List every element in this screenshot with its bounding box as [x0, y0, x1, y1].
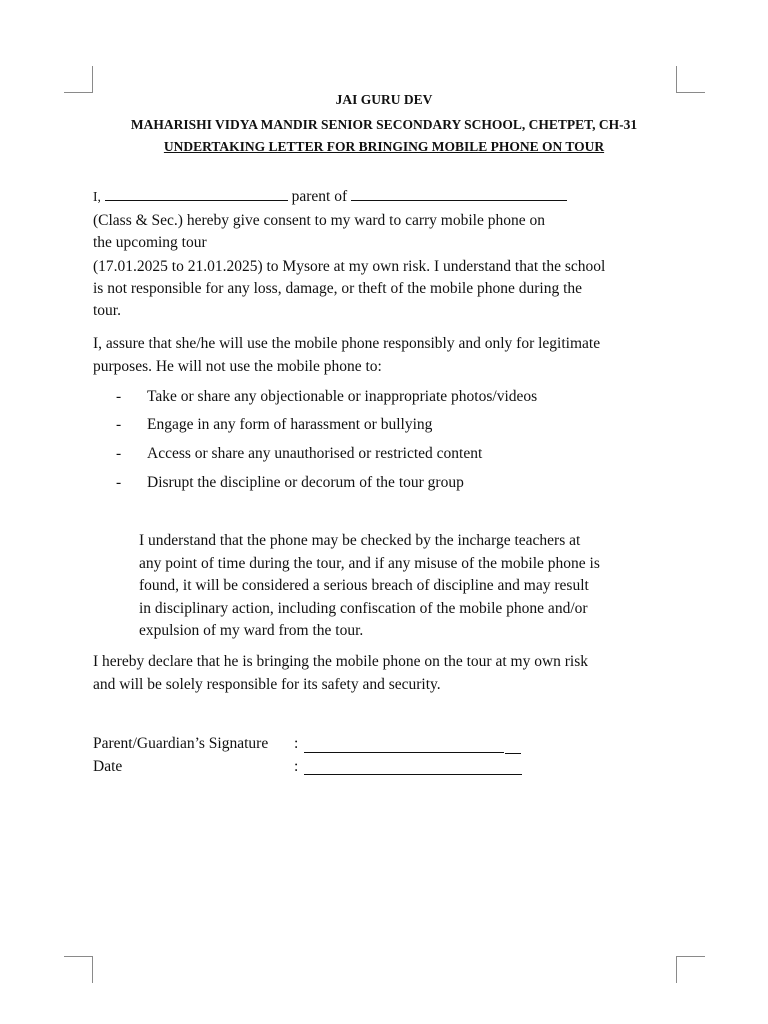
declaration-line-1: I hereby declare that he is bringing the mobile phone on the tour at my own risk	[93, 653, 589, 670]
date-line[interactable]	[304, 774, 522, 775]
bullet-dash: -	[116, 474, 122, 491]
list-item: Disrupt the discipline or decorum of the tour group	[147, 474, 464, 491]
bullet-dash: -	[116, 388, 122, 405]
parent-name-blank[interactable]	[105, 200, 288, 201]
crop-mark-bottom-right	[676, 956, 705, 983]
bullet-dash: -	[116, 445, 122, 462]
list-item: Access or share any unauthorised or restricted content	[147, 445, 483, 462]
understanding-paragraph	[139, 530, 679, 643]
understanding-line: any point of time during the tour, and if any misuse of the mobile phone is	[139, 554, 600, 572]
understanding-line: expulsion of my ward from the tour.	[139, 622, 364, 639]
intro-line-4: (17.01.2025 to 21.01.2025) to Mysore at my own risk. I understand that the school	[93, 258, 606, 275]
date-colon: :	[294, 758, 299, 775]
bullet-dash: -	[116, 416, 122, 433]
school-name: MAHARISHI VIDYA MANDIR SENIOR SECONDARY SCHOOL, CHETPET, CH-31	[130, 117, 638, 132]
crop-mark-bottom-left	[64, 956, 93, 983]
understanding-line: I understand that the phone may be checked by the incharge teachers at	[139, 532, 581, 549]
intro-line-3: the upcoming tour	[93, 234, 207, 251]
signature-label: Parent/Guardian’s Signature	[93, 735, 269, 752]
intro-prefix: I,	[93, 189, 101, 204]
assure-line-1: I, assure that she/he will use the mobile phone responsibly and only for legitimate	[93, 335, 601, 352]
declaration-line-2: and will be solely responsible for its safety and security.	[93, 676, 441, 693]
crop-mark-top-left	[64, 66, 93, 93]
crop-mark-top-right	[676, 66, 705, 93]
understanding-line: in disciplinary action, including confiscation of the mobile phone and/or	[139, 599, 588, 617]
signature-line[interactable]	[304, 752, 504, 753]
list-item: Take or share any objectionable or inappropriate photos/videos	[147, 388, 538, 405]
understanding-line: found, it will be considered a serious breach of discipline and may result	[139, 577, 589, 594]
letter-title: UNDERTAKING LETTER FOR BRINGING MOBILE PHONE ON TOUR	[163, 139, 605, 154]
signature-colon: :	[294, 735, 299, 752]
intro-line-2: (Class & Sec.) hereby give consent to my ward to carry mobile phone on	[93, 212, 545, 229]
date-label: Date	[93, 758, 123, 775]
parent-of-label: parent of	[291, 188, 348, 205]
signature-line-tail	[505, 753, 521, 754]
ward-name-blank[interactable]	[351, 200, 567, 201]
assure-line-2: purposes. He will not use the mobile phone to:	[93, 358, 382, 375]
intro-line-5: is not responsible for any loss, damage, or theft of the mobile phone during the	[93, 280, 583, 297]
list-item: Engage in any form of harassment or bullying	[147, 416, 433, 433]
header-motto: JAI GURU DEV	[335, 92, 433, 107]
intro-line-6: tour.	[93, 302, 121, 319]
intro-line-1	[93, 188, 567, 206]
